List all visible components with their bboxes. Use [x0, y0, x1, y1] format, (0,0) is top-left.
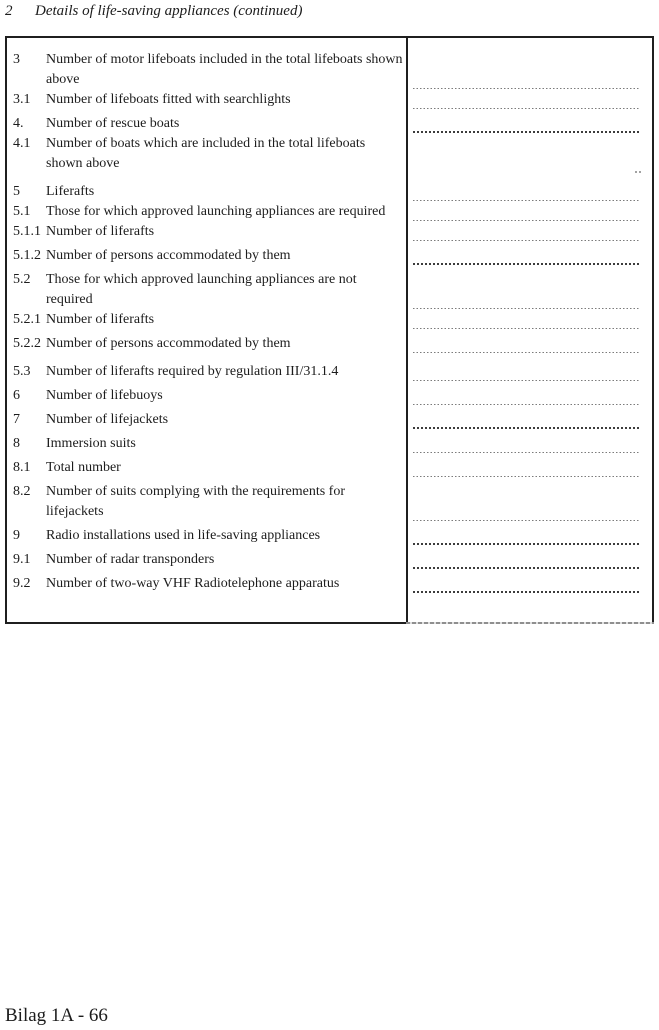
item-number: 8 [13, 436, 20, 451]
item-label: Number of suits complying with the requirements for lifejackets [46, 484, 345, 519]
fill-in-line-remnant [635, 171, 641, 173]
table-row [7, 482, 652, 522]
item-label: Number of liferafts [46, 312, 155, 327]
row-label-cell [7, 410, 404, 430]
item-number: 5.1.1 [13, 224, 41, 239]
row-label-cell [7, 574, 404, 594]
item-label: Radio installations used in life-saving appliances [46, 528, 321, 543]
table-row [7, 434, 652, 454]
section-title: Details of life-saving appliances (continued) [35, 3, 303, 19]
fill-in-line [413, 427, 640, 429]
item-number: 5.1.2 [13, 248, 41, 263]
item-label: Number of two-way VHF Radiotelephone apparatus [46, 576, 340, 591]
row-label-cell [7, 134, 404, 174]
row-value-cell [404, 246, 652, 266]
row-value-cell [404, 550, 652, 570]
row-label-cell [7, 482, 404, 522]
item-number: 3.1 [13, 92, 31, 107]
fill-in-line [413, 404, 640, 405]
fill-in-line [413, 240, 640, 241]
fill-in-line [413, 380, 640, 381]
row-label-cell [7, 90, 404, 110]
item-label: Number of radar transponders [46, 552, 215, 567]
row-value-cell [404, 574, 652, 594]
item-number: 9.1 [13, 552, 31, 567]
item-label: Number of motor lifeboats included in the total lifeboats shown above [46, 52, 403, 87]
table-row [7, 334, 652, 354]
item-number: 8.2 [13, 484, 31, 499]
item-label: Immersion suits [46, 436, 136, 451]
row-value-cell [404, 90, 652, 110]
table-row [7, 246, 652, 266]
item-number: 8.1 [13, 460, 31, 475]
item-label: Number of boats which are included in the total lifeboats shown above [46, 136, 366, 171]
item-label: Number of lifeboats fitted with searchlights [46, 92, 291, 107]
table-row [7, 134, 652, 174]
item-label: Number of persons accommodated by them [46, 248, 291, 263]
item-label: Those for which approved launching appliances are not required [46, 272, 357, 307]
row-label-cell [7, 550, 404, 570]
item-number: 5.2 [13, 272, 31, 287]
item-number: 5 [13, 184, 20, 199]
row-label-cell [7, 182, 404, 202]
table-row [7, 222, 652, 242]
item-number: 5.2.2 [13, 336, 41, 351]
item-label: Number of lifebuoys [46, 388, 163, 403]
row-value-cell [404, 526, 652, 546]
table-row [7, 526, 652, 546]
fill-in-line [413, 543, 640, 545]
row-label-cell [7, 222, 404, 242]
item-number: 5.3 [13, 364, 31, 379]
row-value-cell [404, 410, 652, 430]
row-value-cell [404, 434, 652, 454]
item-label: Liferafts [46, 184, 95, 199]
item-label: Number of liferafts required by regulation III/31.1.4 [46, 364, 339, 379]
row-label-cell [7, 270, 404, 310]
row-value-cell [404, 202, 652, 222]
page-footer: Bilag 1A - 66 [5, 1005, 108, 1026]
item-label: Number of persons accommodated by them [46, 336, 291, 351]
item-number: 9.2 [13, 576, 31, 591]
table-row [7, 410, 652, 430]
row-value-cell [404, 134, 652, 174]
item-label: Number of liferafts [46, 224, 155, 239]
row-value-cell [404, 270, 652, 310]
row-label-cell [7, 202, 404, 222]
item-label: Number of lifejackets [46, 412, 169, 427]
row-label-cell [7, 114, 404, 134]
table-row [7, 90, 652, 110]
row-value-cell [404, 182, 652, 202]
table-row [7, 458, 652, 478]
row-value-cell [404, 222, 652, 242]
section-header [5, 2, 302, 21]
table-row [7, 182, 652, 202]
fill-in-line [413, 263, 640, 265]
row-value-cell [404, 310, 652, 330]
row-label-cell [7, 50, 404, 90]
fill-in-line [413, 308, 640, 309]
fill-in-line [413, 452, 640, 453]
item-number: 4.1 [13, 136, 31, 151]
section-number: 2 [5, 3, 13, 19]
fill-in-line [413, 591, 640, 593]
row-label-cell [7, 458, 404, 478]
fill-in-line [413, 220, 640, 221]
fill-in-line [413, 131, 640, 133]
item-number: 7 [13, 412, 20, 427]
item-label: Those for which approved launching appliances are required [46, 204, 386, 219]
row-label-cell [7, 310, 404, 330]
row-label-cell [7, 386, 404, 406]
row-label-cell [7, 362, 404, 382]
fill-in-line [413, 108, 640, 109]
table-row [7, 386, 652, 406]
table-bottom-dashed-border [406, 622, 654, 624]
fill-in-line [413, 476, 640, 477]
fill-in-line [413, 328, 640, 329]
table-row [7, 574, 652, 594]
item-number: 9 [13, 528, 20, 543]
column-divider [406, 38, 408, 622]
row-label-cell [7, 434, 404, 454]
row-value-cell [404, 334, 652, 354]
row-label-cell [7, 526, 404, 546]
row-value-cell [404, 362, 652, 382]
item-number: 6 [13, 388, 20, 403]
item-label: Number of rescue boats [46, 116, 180, 131]
row-label-cell [7, 334, 404, 354]
fill-in-line [413, 200, 640, 201]
table-row [7, 50, 652, 90]
fill-in-line [413, 520, 640, 521]
table-row [7, 202, 652, 222]
table-row [7, 310, 652, 330]
row-label-cell [7, 246, 404, 266]
row-value-cell [404, 386, 652, 406]
fill-in-line [413, 352, 640, 353]
table-row [7, 270, 652, 310]
fill-in-line [413, 567, 640, 569]
table-row [7, 362, 652, 382]
table-row [7, 114, 652, 134]
item-number: 3 [13, 52, 20, 67]
fill-in-line [413, 88, 640, 89]
item-label: Total number [46, 460, 121, 475]
item-number: 5.2.1 [13, 312, 41, 327]
row-value-cell [404, 458, 652, 478]
life-saving-appliances-table [5, 36, 654, 624]
row-value-cell [404, 50, 652, 90]
row-value-cell [404, 114, 652, 134]
item-number: 4. [13, 116, 24, 131]
item-number: 5.1 [13, 204, 31, 219]
row-value-cell [404, 482, 652, 522]
table-row [7, 550, 652, 570]
